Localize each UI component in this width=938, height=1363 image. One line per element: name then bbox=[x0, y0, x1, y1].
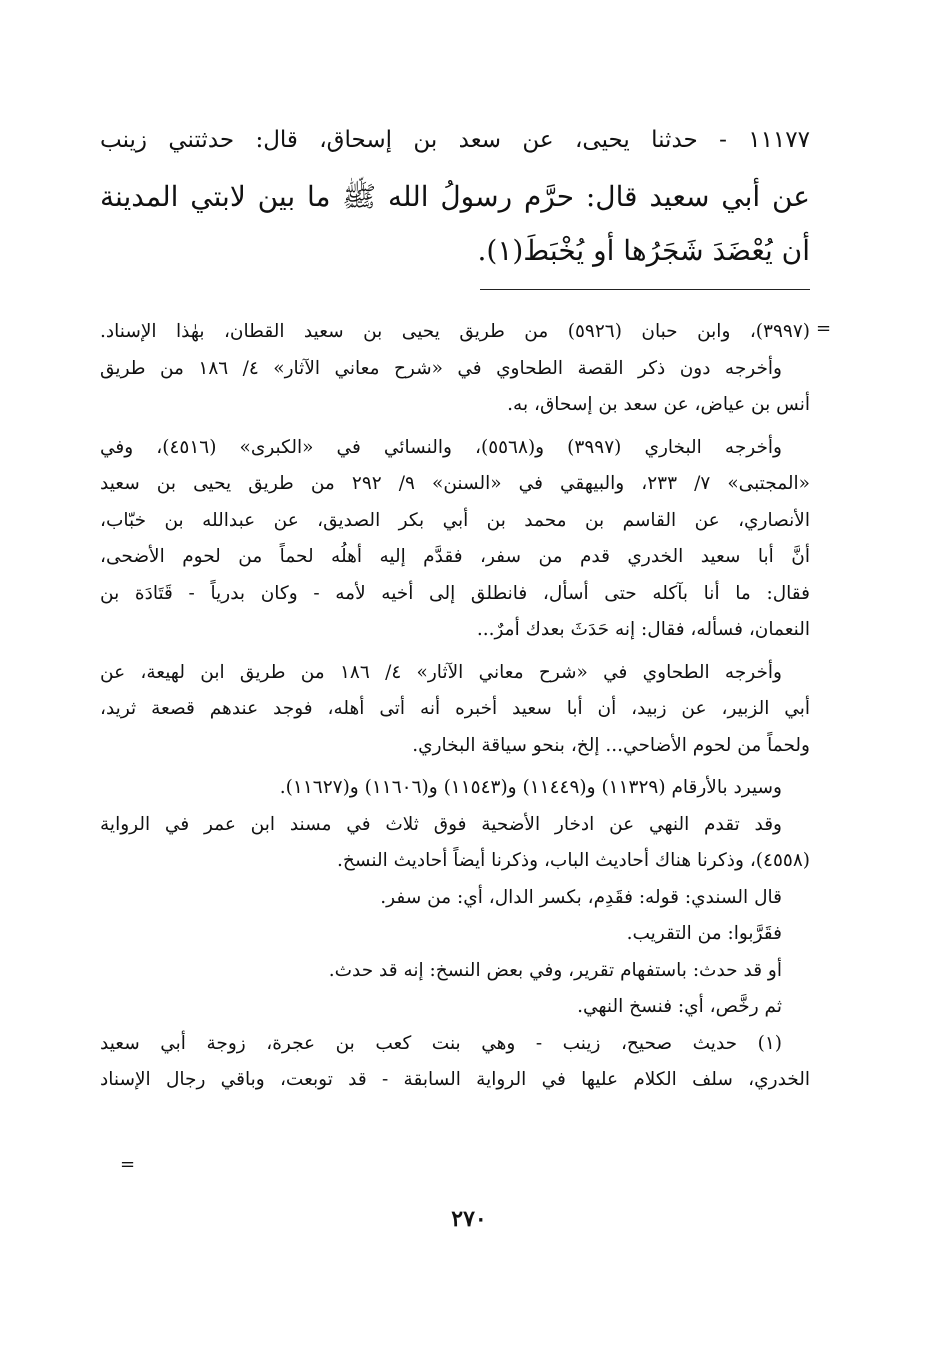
footnote-line: «المجتبى» ٧/ ٢٣٣، والبيهقي في «السنن» ٩/ ٢٩٢ من طريق يحيى بن سعيد bbox=[100, 473, 810, 494]
continuation-mark-bottom: = bbox=[120, 1154, 136, 1175]
footnote-line: الخدري، سلف الكلام عليها في الرواية السابقة - قد توبعت، وباقي رجال الإسناد bbox=[100, 1069, 810, 1090]
continuation-mark-top: = bbox=[816, 318, 832, 339]
hadith-line: ١١١٧٧ - حدثنا يحيى، عن سعد بن إسحاق، قال: حدثتني زينب bbox=[100, 127, 810, 153]
footnote-line: فقَرَّبوا: من التقريب. bbox=[626, 923, 782, 944]
footnote-line: ثم رخَّص، أي: فنسخ النهي. bbox=[577, 996, 782, 1017]
footnote-line: وأخرجه دون ذكر القصة الطحاوي في «شرح معاني الآثار» ٤/ ١٨٦ من طريق bbox=[100, 357, 782, 379]
footnote-line: أنَّ أبا سعيد الخدري قدم من سفر، فقدَّم إليه أهلُه لحماً من لحوم الأضحى، bbox=[100, 546, 810, 567]
hadith-text bbox=[100, 118, 810, 278]
footnote-line: النعمان، فسأله، فقال: إنه حَدَثَ بعدك أمرٌ... bbox=[476, 619, 810, 640]
footnote-line: الأنصاري، عن القاسم بن محمد بن أبي بكر الصديق، عن عبدالله بن خبّاب، bbox=[100, 509, 810, 531]
footnote-line: (٤٥٥٨)، وذكرنا هناك أحاديث الباب، وذكرنا أيضاً أحاديث النسخ. bbox=[337, 850, 810, 871]
hadith-line: أن يُعْضَدَ شَجَرُها أو يُخْبَطَ(١). bbox=[477, 234, 810, 267]
footnote-line: (١) حديث صحيح، زينب - وهي بنت كعب بن عجرة، زوجة أبي سعيد bbox=[100, 1032, 782, 1054]
footnote-line: ولحماً من لحوم الأضاحي... إلخ، بنحو سياقة البخاري. bbox=[412, 734, 810, 756]
footnote-line: (٣٩٩٧)، وابن حبان (٥٩٢٦) من طريق يحيى بن سعيد القطان، بهٰذا الإسناد. bbox=[100, 321, 810, 342]
footnote-line: وسيرد بالأرقام (١١٣٢٩) و(١١٤٤٩) و(١١٥٤٣) و(١١٦٠٦) و(١١٦٢٧). bbox=[279, 777, 782, 798]
footnote-separator bbox=[480, 289, 810, 290]
footnote-line: قال السندي: قوله: فقَدِم، بكسر الدال، أي: من سفر. bbox=[380, 886, 782, 908]
footnote-line: فقال: ما أنا بآكله حتى أسأل، فانطلق إلى أخيه لأمه - وكان بدرياً - قَتَادَة بن bbox=[100, 582, 810, 604]
footnote-line: أنس بن عياض، عن سعد بن إسحاق، به. bbox=[507, 394, 810, 415]
footnotes bbox=[100, 314, 810, 1099]
hadith-line: عن أبي سعيد قال: حرَّم رسولُ الله ﷺ ما بين لابتي المدينة bbox=[100, 180, 810, 213]
footnote-line: وأخرجه البخاري (٣٩٩٧) و(٥٥٦٨)، والنسائي في «الكبرى» (٤٥١٦)، وفي bbox=[100, 436, 782, 458]
footnote-line: أبي الزبير، عن زبيد، أن أبا سعيد أخبره أنه أتى أهله، فوجد عندهم قصعة ثريد، bbox=[100, 698, 810, 719]
footnote-line: أو قد حدث: باستفهام تقرير، وفي بعض النسخ: إنه قد حدث. bbox=[328, 959, 782, 981]
footnote-line: وأخرجه الطحاوي في «شرح معاني الآثار» ٤/ ١٨٦ من طريق ابن لهيعة، عن bbox=[100, 661, 782, 683]
footnote-line: وقد تقدم النهي عن ادخار الأضحية فوق ثلاث في مسند ابن عمر في الرواية bbox=[100, 813, 782, 835]
page-number: ٢٧٠ bbox=[451, 1206, 487, 1232]
